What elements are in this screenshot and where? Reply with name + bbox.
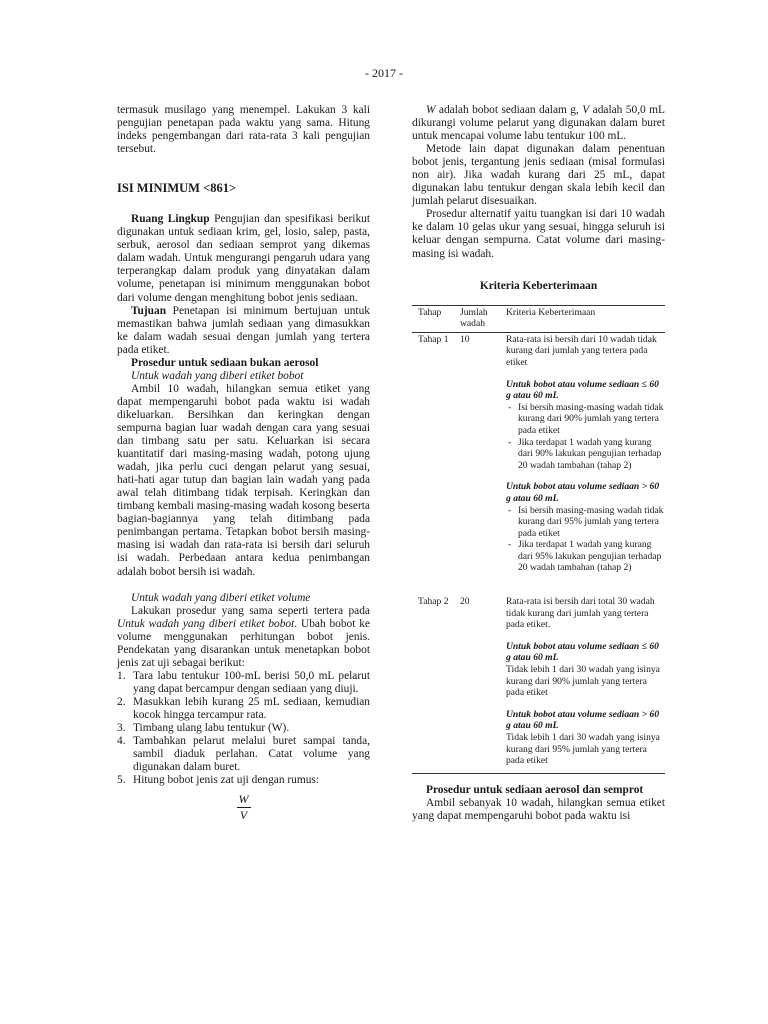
intro-paragraph: termasuk musilago yang menempel. Lakukan 3 kali pengujian penetapan pada waktu yang sama. Hitung indeks pengembangan dari rata-rata 3 kali pengujian tersebut. <box>117 104 370 156</box>
metode-paragraph: Metode lain dapat digunakan dalam penentuan bobot jenis, tergantung jenis sediaan (misal formulasi non air). Jika wadah kurang dari 25 mL, dapat digunakan labu tentukur dengan skala lebih kecil dan jumlah pelarut disesuaikan. <box>412 143 665 208</box>
density-formula <box>117 793 370 822</box>
criteria-main: Rata-rata isi bersih dari 10 wadah tidak kurang dari jumlah yang tertera pada etiket <box>506 333 657 368</box>
ruang-lingkup-paragraph <box>117 213 370 304</box>
criteria-item: - Jika terdapat 1 wadah yang kurang dari 90% lakukan pengujian terhadap 20 wadah tambahan (tahap 2) <box>508 436 662 471</box>
step-text: Masukkan lebih kurang 25 mL sediaan, kemudian kocok hingga tercampur rata. <box>133 695 370 721</box>
bobot-paragraph: Ambil 10 wadah, hilangkan semua etiket yang dapat mempengaruhi bobot pada waktu isi wadah dikeluarkan. Bersihkan dan keringkan dengan sempurna bagian luar wadah dengan cara yang sesuai dan timbang satu per satu. Keluarkan isi secara kuantitatif dari masing-masing wadah, potong ujung wadah, jika perlu cuci dengan pelarut yang sesuai, hati-hati agar tutup dan bagian lain wadah yang pada awal telah ditimbang tidak terpisah. Keringkan dan timbang kembali masing-masing wadah kosong beserta bagian-bagiannya yang telah ditimbang pada penimbangan pertama. Tetapkan bobot bersih masing-masing isi wadah dan rata-rata isi bersih dari seluruh isi wadah. Perbedaan antara kedua penimbangan adalah bobot bersih isi wadah. <box>117 382 370 578</box>
ruang-lingkup-text: Pengujian dan spesifikasi berikut digunakan untuk sediaan krim, gel, losio, salep, pasta, serbuk, aerosol dan sediaan semprot yang dikemas dalam wadah. Untuk mengurangi pengaruh udara yang terperangkap dalam produk yang dinyatakan dalam volume, penetapan isi minimum menggunakan bobot dari volume dengan menghitung bobot jenis sediaan. <box>117 213 371 304</box>
criteria-text: Tidak lebih 1 dari 30 wadah yang isinya kurang dari 95% jumlah yang tertera pada etiket <box>506 732 660 767</box>
fraction <box>237 793 251 822</box>
criteria-condition: Untuk bobot atau volume sediaan ≤ 60 g atau 60 mL <box>506 640 659 664</box>
aerosol-paragraph: Ambil sebanyak 10 wadah, hilangkan semua etiket yang dapat mempengaruhi bobot pada waktu isi <box>412 796 665 822</box>
section-title: ISI MINIMUM <861> <box>117 181 237 196</box>
w-definition-paragraph <box>412 104 665 143</box>
var-v: V <box>582 104 590 116</box>
step-text: Hitung bobot jenis zat uji dengan rumus: <box>133 774 320 787</box>
w-def-text: adalah bobot sediaan dalam g, <box>435 104 583 116</box>
cell-tahap: Tahap 1 <box>418 333 449 345</box>
table-row <box>412 333 665 574</box>
header-tahap: Tahap <box>418 306 442 318</box>
step-text: Tambahkan pelarut melalui buret sampai tanda, sambil diaduk perlahan. Catat volume yang digunakan dalam buret. <box>133 735 370 774</box>
step-number: 4. <box>117 735 126 748</box>
criteria-condition: Untuk bobot atau volume sediaan > 60 g atau 60 mL <box>506 708 660 732</box>
cell-kriteria <box>506 596 665 773</box>
formula-numerator: W <box>237 793 251 808</box>
criteria-text: Tidak lebih 1 dari 30 wadah yang isinya kurang dari 90% jumlah yang tertera pada etiket <box>506 664 660 699</box>
criteria-condition: Untuk bobot atau volume sediaan > 60 g atau 60 mL <box>506 481 660 504</box>
volume-text-start: Lakukan prosedur yang sama seperti tertera pada <box>131 604 370 617</box>
header-kriteria: Kriteria Keberterimaan <box>506 306 596 318</box>
step-text: Tara labu tentukur 100-mL berisi 50,0 mL pelarut yang dapat bercampur dengan sediaan yang diuji. <box>133 669 370 695</box>
left-column <box>117 104 370 822</box>
list-item <box>117 774 370 787</box>
prosedur-heading: Prosedur untuk sediaan bukan aerosol <box>131 356 319 369</box>
right-column <box>412 104 665 823</box>
cell-jumlah: 10 <box>460 333 470 345</box>
subheading-bobot: Untuk wadah yang diberi etiket bobot <box>131 369 304 382</box>
criteria-main: Rata-rata isi bersih dari total 30 wadah tidak kurang dari jumlah yang tertera pada etiket. <box>506 596 655 631</box>
header-jumlah: Jumlah wadah <box>460 306 488 330</box>
var-w: W <box>426 104 436 116</box>
steps-list <box>117 670 370 787</box>
aerosol-heading: Prosedur untuk sediaan aerosol dan semprot <box>426 783 644 796</box>
tujuan-text: Penetapan isi minimum bertujuan untuk memastikan bahwa jumlah sediaan yang dimasukkan ke dalam wadah sesuai dengan jumlah yang tertera pada etiket. <box>117 304 370 356</box>
tujuan-paragraph <box>117 305 370 357</box>
step-text: Timbang ulang labu tentukur (W). <box>133 722 290 735</box>
page-number: - 2017 - <box>365 66 403 80</box>
table-row <box>412 595 665 773</box>
v-def-text: adalah 50,0 mL dikurangi volume pelarut yang digunakan dalam buret untuk mencapai volume labu tentukur 100 mL. <box>412 104 665 143</box>
alternatif-paragraph: Prosedur alternatif yaitu tuangkan isi dari 10 wadah ke dalam 10 gelas ukur yang sesuai, hingga seluruh isi keluar dengan sempurna. Catat volume dari masing-masing isi wadah. <box>412 208 665 260</box>
step-number: 2. <box>117 695 126 708</box>
criteria-item: - Isi bersih masing-masing wadah tidak kurang dari 90% jumlah yang tertera pada etiket <box>508 401 664 436</box>
list-item <box>117 735 370 774</box>
cell-tahap: Tahap 2 <box>418 596 449 608</box>
table-header-row <box>412 306 665 333</box>
volume-text-italic: Untuk wadah yang diberi etiket bobot <box>117 617 295 630</box>
step-number: 3. <box>117 722 126 735</box>
criteria-item: - Isi bersih masing-masing wadah tidak kurang dari 95% jumlah yang tertera pada etiket <box>508 504 664 539</box>
step-number: 5. <box>117 774 126 787</box>
formula-denominator: V <box>239 808 248 823</box>
tujuan-label: Tujuan <box>131 304 167 317</box>
list-item <box>117 696 370 722</box>
cell-kriteria <box>506 334 665 574</box>
volume-paragraph <box>117 605 370 670</box>
list-item <box>117 670 370 696</box>
criteria-table <box>412 305 665 774</box>
list-item <box>117 722 370 735</box>
ruang-lingkup-label: Ruang Lingkup <box>131 213 210 226</box>
step-number: 1. <box>117 669 126 682</box>
volume-text-end: . Ubah bobot ke volume menggunakan perhitungan bobot jenis. Pendekatan yang disarankan untuk menetapkan bobot jenis zat uji sebagai berikut: <box>117 617 370 669</box>
table-caption: Kriteria Keberterimaan <box>479 279 598 292</box>
criteria-condition: Untuk bobot atau volume sediaan ≤ 60 g atau 60 mL <box>506 378 659 402</box>
criteria-item: - Jika terdapat 1 wadah yang kurang dari 95% lakukan pengujian terhadap 20 wadah tambahan (tahap 2) <box>508 539 662 574</box>
subheading-volume: Untuk wadah yang diberi etiket volume <box>131 591 311 604</box>
cell-jumlah: 20 <box>460 596 470 608</box>
